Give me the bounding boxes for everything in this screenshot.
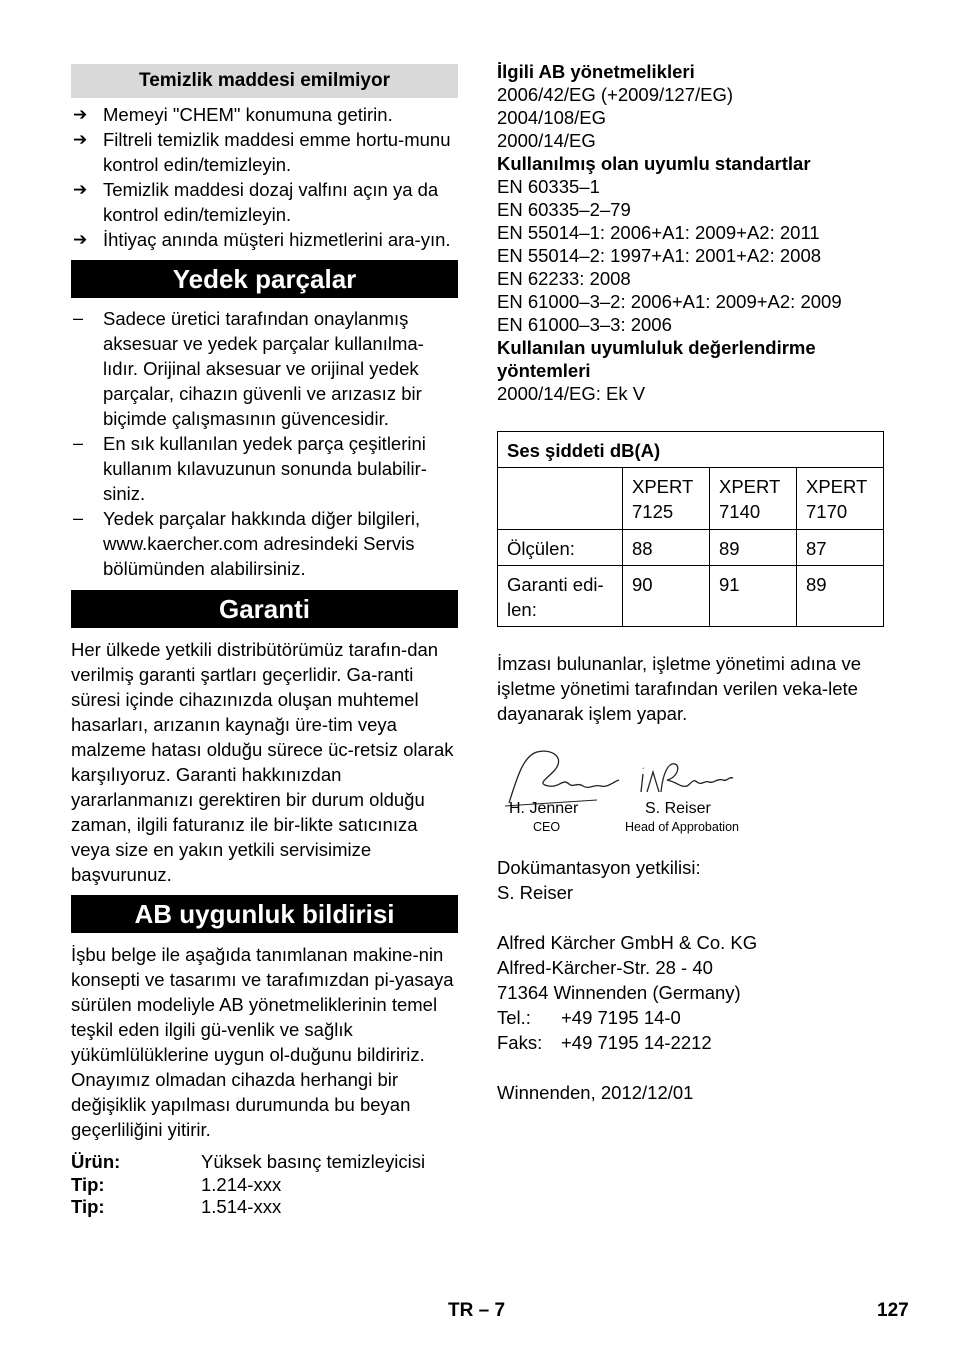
type-label: Tip: xyxy=(71,1173,105,1195)
directives-heading: İlgili AB yönetmelikleri xyxy=(497,61,695,82)
company-address xyxy=(497,930,887,1055)
standards-heading: Kullanılmış olan uyumlu standartlar xyxy=(497,153,811,174)
model-header: XPERT 7125 xyxy=(623,468,710,530)
troubleshoot-steps xyxy=(71,102,458,252)
directive: 2004/108/EG xyxy=(497,107,607,128)
standard: EN 61000–3–2: 2006+A1: 2009+A2: 2009 xyxy=(497,291,842,312)
standard: EN 60335–1 xyxy=(497,176,600,197)
model-header: XPERT 7140 xyxy=(710,468,797,530)
standard: EN 55014–2: 1997+A1: 2001+A2: 2008 xyxy=(497,245,822,266)
method: 2000/14/EG: Ek V xyxy=(497,383,646,404)
signer1-role: CEO xyxy=(533,820,561,834)
list-item: – En sık kullanılan yedek parça çeşitlerini kullanım kılavuzunun sonunda bulabilir-siniz. xyxy=(73,433,427,504)
list-item: ➔ İhtiyaç anında müşteri hizmetlerini ara-yın. xyxy=(73,229,451,250)
company-name: Alfred Kärcher GmbH & Co. KG xyxy=(497,932,758,953)
list-item: ➔ Temizlik maddesi dozaj valfını açın ya da kontrol edin/temizleyin. xyxy=(73,179,439,225)
signer1-name: H. Jenner xyxy=(509,800,579,817)
directive: 2006/42/EG (+2009/127/EG) xyxy=(497,84,734,105)
troubleshoot-heading: Temizlik maddesi emilmiyor xyxy=(71,64,458,98)
list-item: ➔ Filtreli temizlik maddesi emme hortu-munu kontrol edin/temizleyin. xyxy=(73,129,451,175)
company-street: Alfred-Kärcher-Str. 28 - 40 xyxy=(497,957,713,978)
place-date: Winnenden, 2012/12/01 xyxy=(497,1082,694,1103)
product-label: Ürün: xyxy=(71,1151,121,1172)
left-column xyxy=(71,64,458,1219)
noise-table xyxy=(497,431,884,627)
section-title-yedek: Yedek parçalar xyxy=(71,260,458,298)
page-number: 127 xyxy=(877,1300,909,1321)
section-title-ab: AB uygunluk bildirisi xyxy=(71,895,458,933)
standard: EN 55014–1: 2006+A1: 2009+A2: 2011 xyxy=(497,222,820,243)
right-column xyxy=(497,60,887,1105)
signers-text: İmzası bulunanlar, işletme yönetimi adına ve işletme yönetimi tarafından verilen veka-lete dayanarak işlem yapar. xyxy=(497,653,862,724)
methods-heading: Kullanılan uyumluluk değerlendirme yöntemleri xyxy=(497,337,816,381)
signature-block xyxy=(497,748,887,838)
product-info xyxy=(71,1151,458,1219)
type-value: 1.514-xxx xyxy=(201,1196,282,1217)
dash-icon: – xyxy=(73,433,84,453)
company-fax: Faks: +49 7195 14-2212 xyxy=(497,1032,712,1053)
standard: EN 60335–2–79 xyxy=(497,199,631,220)
section-title-garanti: Garanti xyxy=(71,590,458,628)
directive: 2000/14/EG xyxy=(497,130,596,151)
type-label: Tip: xyxy=(71,1196,105,1217)
documentation-name: S. Reiser xyxy=(497,882,574,903)
company-phone: Tel.: +49 7195 14-0 xyxy=(497,1007,681,1028)
table-row: Garanti edi-len: 90 91 89 xyxy=(498,566,884,627)
noise-table-title: Ses şiddeti dB(A) xyxy=(498,432,884,468)
declaration-text: İşbu belge ile aşağıda tanımlanan makine-nin konsepti ve tasarımı ve tarafımızdan pi-yasaya sürülen modeliyle AB yönetmeliklerinin temel teşkil eden ilgili gü-venlik ve sağlık yükümlülüklerine uygun ol-duğunu bildiririz. Onayımız olmadan cihazda herhangi bir değişiklik yapılması durumunda bu beyan geçerliliğini yitirir. xyxy=(71,944,454,1140)
signer2-name: S. Reiser xyxy=(645,800,711,817)
standard: EN 61000–3–3: 2006 xyxy=(497,314,672,335)
spare-parts-list xyxy=(71,306,458,581)
standard: EN 62233: 2008 xyxy=(497,268,631,289)
list-item: ➔ Memeyi "CHEM" konumuna getirin. xyxy=(73,104,393,125)
model-header: XPERT 7170 xyxy=(797,468,884,530)
list-item: – Yedek parçalar hakkında diğer bilgileri, www.kaercher.com adresindeki Servis bölümünden alabilirsiniz. xyxy=(73,508,421,579)
product-value: Yüksek basınç temizleyicisi xyxy=(201,1151,426,1172)
arrow-right-icon: ➔ xyxy=(73,130,88,149)
table-row: Ölçülen: 88 89 87 xyxy=(498,530,884,566)
footer-lang-page: TR – 7 xyxy=(448,1300,506,1321)
type-value: 1.214-xxx xyxy=(201,1173,282,1195)
company-city: 71364 Winnenden (Germany) xyxy=(497,982,741,1003)
arrow-right-icon: ➔ xyxy=(73,180,88,199)
dash-icon: – xyxy=(73,308,84,328)
warranty-text: Her ülkede yetkili distribütörümüz tarafın-dan verilmiş garanti şartları geçerlidir. Ga-ranti süresi içinde cihazınızda oluşan muhtemel hasarları, arızanın kaynağı üre-tim veya malzeme hatası olduğu sürece üc-retsiz olarak karşılıyoruz. Garanti hakkınızdan yararlanmanızı gerektiren bir durum olduğu zaman, ilgili faturanız ile bir-likte satıcınıza veya size en yakın yetkili servisimize başvurunuz. xyxy=(71,639,454,885)
list-item: – Sadece üretici tarafından onaylanmış aksesuar ve yedek parçalar kullanılma-lıdır. Orijinal aksesuar ve orijinal yedek parçalar, cihazın güvenli ve arızasız bir biçimde çalışmasının güvencesidir. xyxy=(73,308,424,429)
dash-icon: – xyxy=(73,508,84,528)
arrow-right-icon: ➔ xyxy=(73,105,88,124)
arrow-right-icon: ➔ xyxy=(73,230,88,249)
documentation-label: Dokümantasyon yetkilisi: xyxy=(497,857,701,878)
signer2-role: Head of Approbation xyxy=(625,820,739,834)
